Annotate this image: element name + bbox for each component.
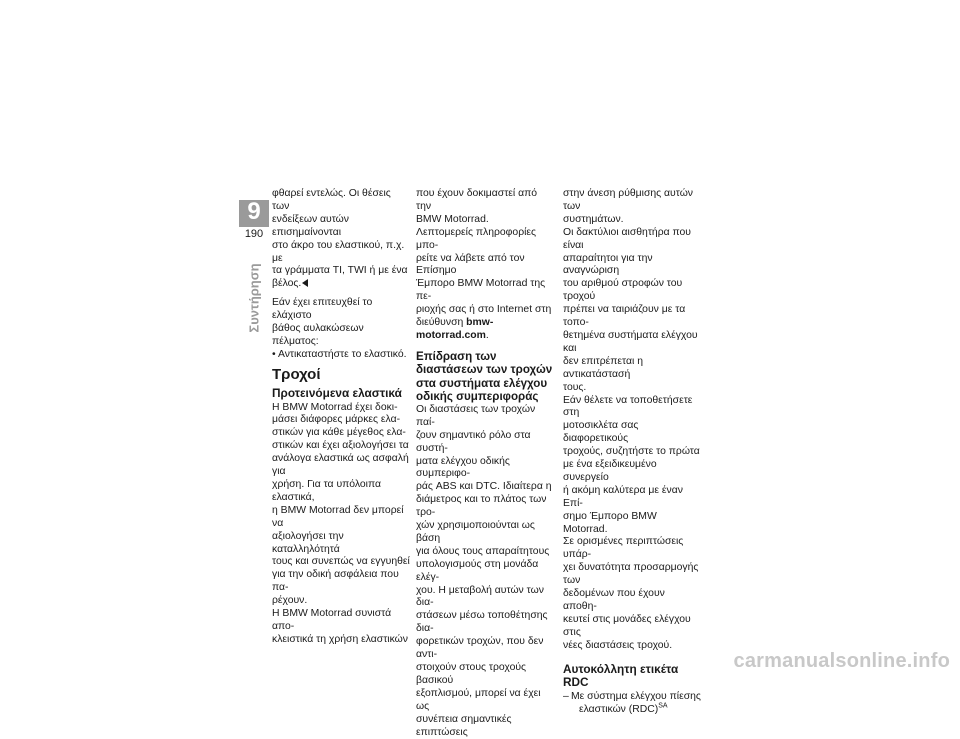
website-link[interactable]: bmw-motorrad.com	[416, 317, 494, 341]
paragraph	[272, 188, 410, 291]
dash-item-text	[571, 691, 701, 717]
text-line: ματα ελέγχου οδικής συμπεριφο-	[416, 455, 510, 480]
text-line: εξοπλισμού, μπορεί να έχει ως	[416, 687, 541, 712]
text-line: υπολογισμούς στη μονάδα ελέγ-	[416, 558, 539, 583]
text-line: μοτοσικλέτα σας διαφορετικούς	[563, 420, 639, 445]
text-line: χών χρησιμοποιούνται ως βάση	[416, 520, 535, 544]
text-line: συνέπεια σημαντικές επιπτώσεις	[416, 713, 512, 738]
section-title-vertical	[246, 248, 262, 348]
text-line: για την οδική ασφάλεια που πα-	[272, 569, 399, 594]
punctuation: .	[485, 329, 489, 341]
text-line: στην άνεση ρύθμισης αυτών των	[563, 188, 693, 212]
text-line: ή ακόμη καλύτερα με έναν Επί-	[563, 484, 683, 509]
text-line: σημο Έμπορο BMW Motorrad.	[563, 510, 657, 535]
paragraph	[563, 395, 701, 537]
text-line: χου. Η μεταβολή αυτών των δια-	[416, 584, 544, 609]
heading-line: διαστάσεων των τροχών	[416, 363, 553, 377]
watermark: carmanualsonline.info	[733, 650, 950, 672]
text-line: βέλος.	[272, 278, 302, 290]
text-line: ριοχής σας ή στο Internet στη	[416, 304, 552, 316]
text-line: χρήση. Για τα υπόλοιπα ελαστικά,	[272, 479, 382, 503]
heading-wheels: Τροχοί	[272, 365, 321, 383]
text-line: ζουν σημαντικό ρόλο στα συστή-	[416, 429, 531, 454]
text-line: Οι δακτύλιοι αισθητήρα που είναι	[563, 226, 691, 251]
paragraph	[563, 227, 701, 395]
text-line: BMW Motorrad.	[416, 213, 489, 225]
text-line: στοιχούν στους τροχούς βασικού	[416, 662, 527, 686]
chapter-number: 9	[247, 198, 261, 225]
paragraph	[563, 536, 701, 652]
text-line: τροχούς, συζητήστε το πρώτα	[563, 446, 700, 458]
text-line: στάσεων μέσω τοποθέτησης δια-	[416, 610, 548, 635]
text-line: φορετικών τροχών, που δεν αντι-	[416, 636, 544, 661]
text-line: τους.	[563, 381, 587, 393]
text-line: που έχουν δοκιμαστεί από την	[416, 188, 538, 212]
text-line: απαραίτητοι για την αναγνώριση	[563, 252, 653, 277]
text-line: νέες διαστάσεις τροχού.	[563, 639, 673, 651]
heading-wheel-dimensions	[416, 350, 554, 404]
text-line: του αριθμού στροφών του τροχού	[563, 278, 683, 303]
heading-rdc-sticker: Αυτοκόλλητη ετικέτα RDC	[563, 661, 679, 690]
text-line: στικών για κάθε μέγεθος ελα-	[272, 427, 406, 439]
page-number: 190	[244, 228, 264, 240]
text-line: βάθος αυλακώσεων πέλματος:	[272, 323, 364, 347]
text-line: με ένα εξειδικευμένο συνεργείο	[563, 459, 657, 483]
text-line: Λεπτομερείς πληροφορίες μπο-	[416, 226, 537, 251]
text-line: στο άκρο του ελαστικού, π.χ. με	[272, 239, 405, 264]
text-line: η BMW Motorrad δεν μπορεί να	[272, 504, 404, 529]
text-line: Εάν έχει επιτευχθεί το ελάχιστο	[272, 297, 373, 322]
text-line: Έμπορο BMW Motorrad της πε-	[416, 278, 546, 303]
text-line: ράς ABS και DTC. Ιδιαίτερα η	[416, 481, 552, 493]
text-line: τους και συνεπώς να εγγυηθεί	[272, 556, 410, 568]
heading-line: οδικής συμπεριφοράς	[416, 390, 539, 404]
text-line: συστημάτων.	[563, 213, 624, 225]
text-line: Σε ορισμένες περιπτώσεις υπάρ-	[563, 536, 684, 561]
text-line: στικών και έχει αξιολογήσει τα	[272, 440, 409, 452]
text-line: τα γράμματα TI, TWI ή με ένα	[272, 265, 408, 277]
text-line: δεδομένων που έχουν αποθη-	[563, 588, 665, 612]
column-2	[416, 188, 554, 739]
text-line: αξιολογήσει την καταλληλότητά	[272, 530, 344, 555]
heading-line: Επίδραση των	[416, 349, 497, 363]
text-line: ρείτε να λάβετε από τον Επίσημο	[416, 252, 525, 277]
text-line: διεύθυνση	[416, 317, 467, 329]
text-line: διάμετρος και το πλάτος των τρο-	[416, 494, 547, 519]
paragraph	[272, 608, 410, 647]
dash-marker: –	[563, 691, 569, 703]
heading-recommended-tyres: Προτεινόμενα ελαστικά	[272, 385, 402, 400]
bullet-item: • Αντικαταστήστε το ελαστικό.	[272, 348, 407, 360]
text-line: κλειστικά τη χρήση ελαστικών	[272, 633, 408, 645]
text-line: Η BMW Motorrad έχει δοκι-	[272, 401, 398, 413]
paragraph	[416, 404, 554, 739]
text-line: ρέχουν.	[272, 595, 308, 607]
text-line: ελαστικών (RDC)	[579, 704, 659, 716]
heading-line: στα συστήματα ελέγχου	[416, 376, 548, 390]
text-line: θετημένα συστήματα ελέγχου και	[563, 329, 698, 354]
end-of-section-marker-icon	[302, 279, 308, 287]
special-accessory-superscript: SA	[658, 702, 668, 710]
paragraph	[272, 402, 410, 609]
paragraph	[272, 297, 410, 349]
column-1	[272, 188, 410, 647]
text-line: Εάν θέλετε να τοποθετήσετε στη	[563, 394, 693, 419]
column-3	[563, 188, 701, 717]
chapter-tab	[239, 200, 269, 227]
text-line: για όλους τους απαραίτητους	[416, 545, 550, 557]
text-line: χει δυνατότητα προσαρμογής των	[563, 562, 699, 587]
text-line: δεν επιτρέπεται η αντικατάστασή	[563, 355, 643, 380]
dash-list-item	[563, 691, 701, 717]
text-line: κευτεί στις μονάδες ελέγχου στις	[563, 613, 691, 638]
paragraph	[416, 188, 554, 227]
paragraph	[563, 188, 701, 227]
text-line: μάσει διάφορες μάρκες ελα-	[272, 414, 401, 426]
text-line: ανάλογα ελαστικά ως ασφαλή για	[272, 453, 409, 478]
section-title: Συντήρηση	[246, 263, 262, 333]
text-line: Με σύστημα ελέγχου πίεσης	[571, 691, 701, 703]
text-line: ενδείξεων αυτών επισημαίνονται	[272, 213, 349, 238]
text-line: Οι διαστάσεις των τροχών παί-	[416, 403, 536, 428]
text-line: Η BMW Motorrad συνιστά απο-	[272, 608, 392, 632]
paragraph	[416, 227, 554, 343]
text-line: φθαρεί εντελώς. Οι θέσεις των	[272, 188, 391, 212]
text-line: πρέπει να ταιριάζουν με τα τοπο-	[563, 304, 686, 329]
